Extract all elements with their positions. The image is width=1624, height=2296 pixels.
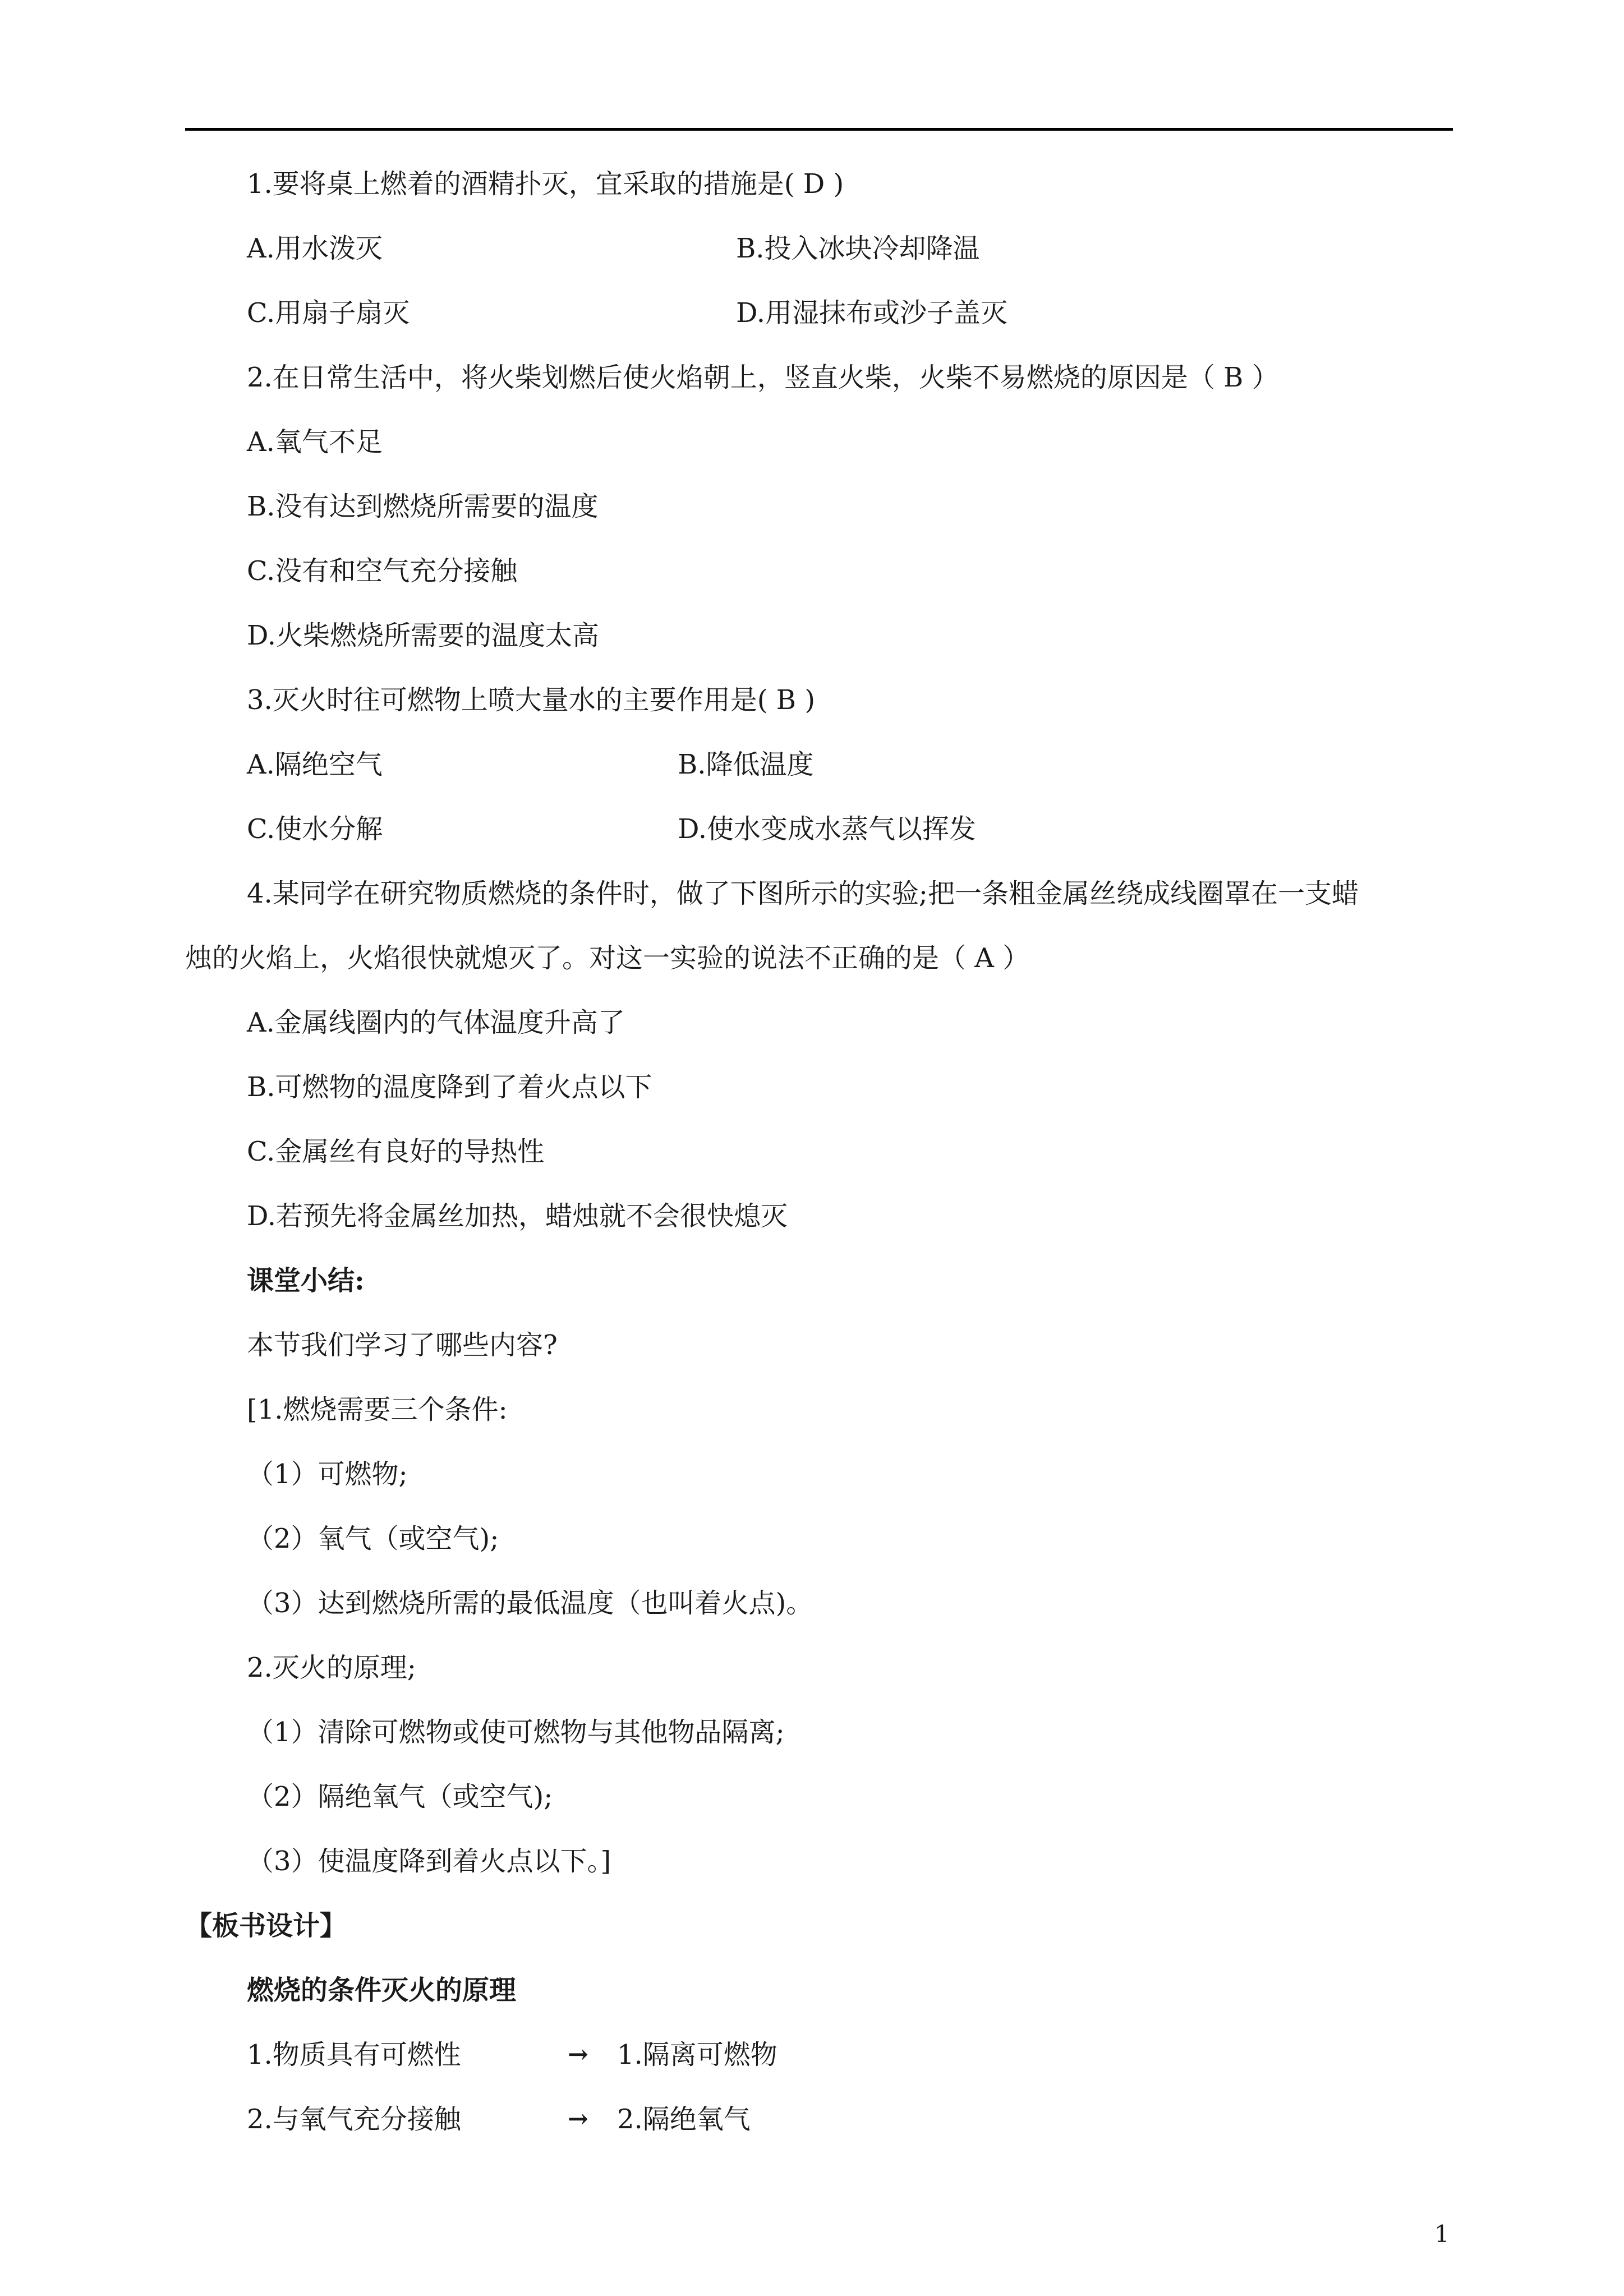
question-2-option-b: B.没有达到燃烧所需要的温度 [247,491,599,522]
question-3-option-c: C.使水分解 [247,813,383,845]
summary-line-3: （2）氧气（或空气); [247,1523,499,1554]
question-1-option-d: D.用湿抹布或沙子盖灭 [736,297,1008,329]
summary-heading: 课堂小结: [247,1265,365,1296]
summary-line-7: （2）隔绝氧气（或空气); [247,1781,553,1812]
summary-line-8: （3）使温度降到着火点以下。] [247,1846,611,1877]
page-number: 1 [1434,2220,1450,2248]
question-4-option-c: C.金属丝有良好的导热性 [247,1136,545,1167]
question-2-stem: 2.在日常生活中，将火柴划燃后使火焰朝上，竖直火柴，火柴不易燃烧的原因是（ B ） [247,362,1279,393]
question-4-stem-line-1: 4.某同学在研究物质燃烧的条件时，做了下图所示的实验;把一条粗金属丝绕成线圈罩在一支蜡 [247,878,1359,909]
board-row-2-arrow-icon: → [568,2105,588,2133]
question-4-option-b: B.可燃物的温度降到了着火点以下 [247,1071,652,1103]
question-4-option-a: A.金属线圈内的气体温度升高了 [247,1007,625,1038]
question-1-stem: 1.要将桌上燃着的酒精扑灭，宜采取的措施是( D ) [247,168,844,200]
board-row-1-left: 1.物质具有可燃性 [247,2039,461,2070]
question-2-option-a: A.氧气不足 [247,426,383,458]
board-row-2-left: 2.与氧气充分接触 [247,2104,461,2135]
summary-line-2: （1）可燃物; [247,1458,408,1490]
question-3-option-d: D.使水变成水蒸气以挥发 [678,813,977,845]
summary-line-4: （3）达到燃烧所需的最低温度（也叫着火点)。 [247,1588,813,1619]
question-1-option-b: B.投入冰块冷却降温 [736,233,980,264]
question-2-option-c: C.没有和空气充分接触 [247,555,518,587]
board-heading: 【板书设计】 [185,1910,347,1941]
summary-line-6: （1）清除可燃物或使可燃物与其他物品隔离; [247,1717,785,1748]
question-3-option-a: A.隔绝空气 [247,749,383,780]
board-row-1-right: 1.隔离可燃物 [617,2039,778,2070]
board-row-2-right: 2.隔绝氧气 [617,2104,751,2135]
header-rule [185,128,1453,131]
question-4-stem-line-2: 烛的火焰上，火焰很快就熄灭了。对这一实验的说法不正确的是（ A ） [185,942,1030,974]
question-1-option-c: C.用扇子扇灭 [247,297,410,329]
question-1-option-a: A.用水泼灭 [247,233,383,264]
board-title: 燃烧的条件灭火的原理 [247,1975,517,2006]
question-4-option-d: D.若预先将金属丝加热，蜡烛就不会很快熄灭 [247,1200,788,1232]
question-3-option-b: B.降低温度 [678,749,814,780]
summary-line-5: 2.灭火的原理; [247,1652,416,1683]
summary-line-1: [1.燃烧需要三个条件: [247,1394,508,1425]
question-2-option-d: D.火柴燃烧所需要的温度太高 [247,620,600,651]
question-3-stem: 3.灭火时往可燃物上喷大量水的主要作用是( B ) [247,684,816,716]
summary-question: 本节我们学习了哪些内容? [247,1329,558,1361]
board-row-1-arrow-icon: → [568,2040,588,2069]
